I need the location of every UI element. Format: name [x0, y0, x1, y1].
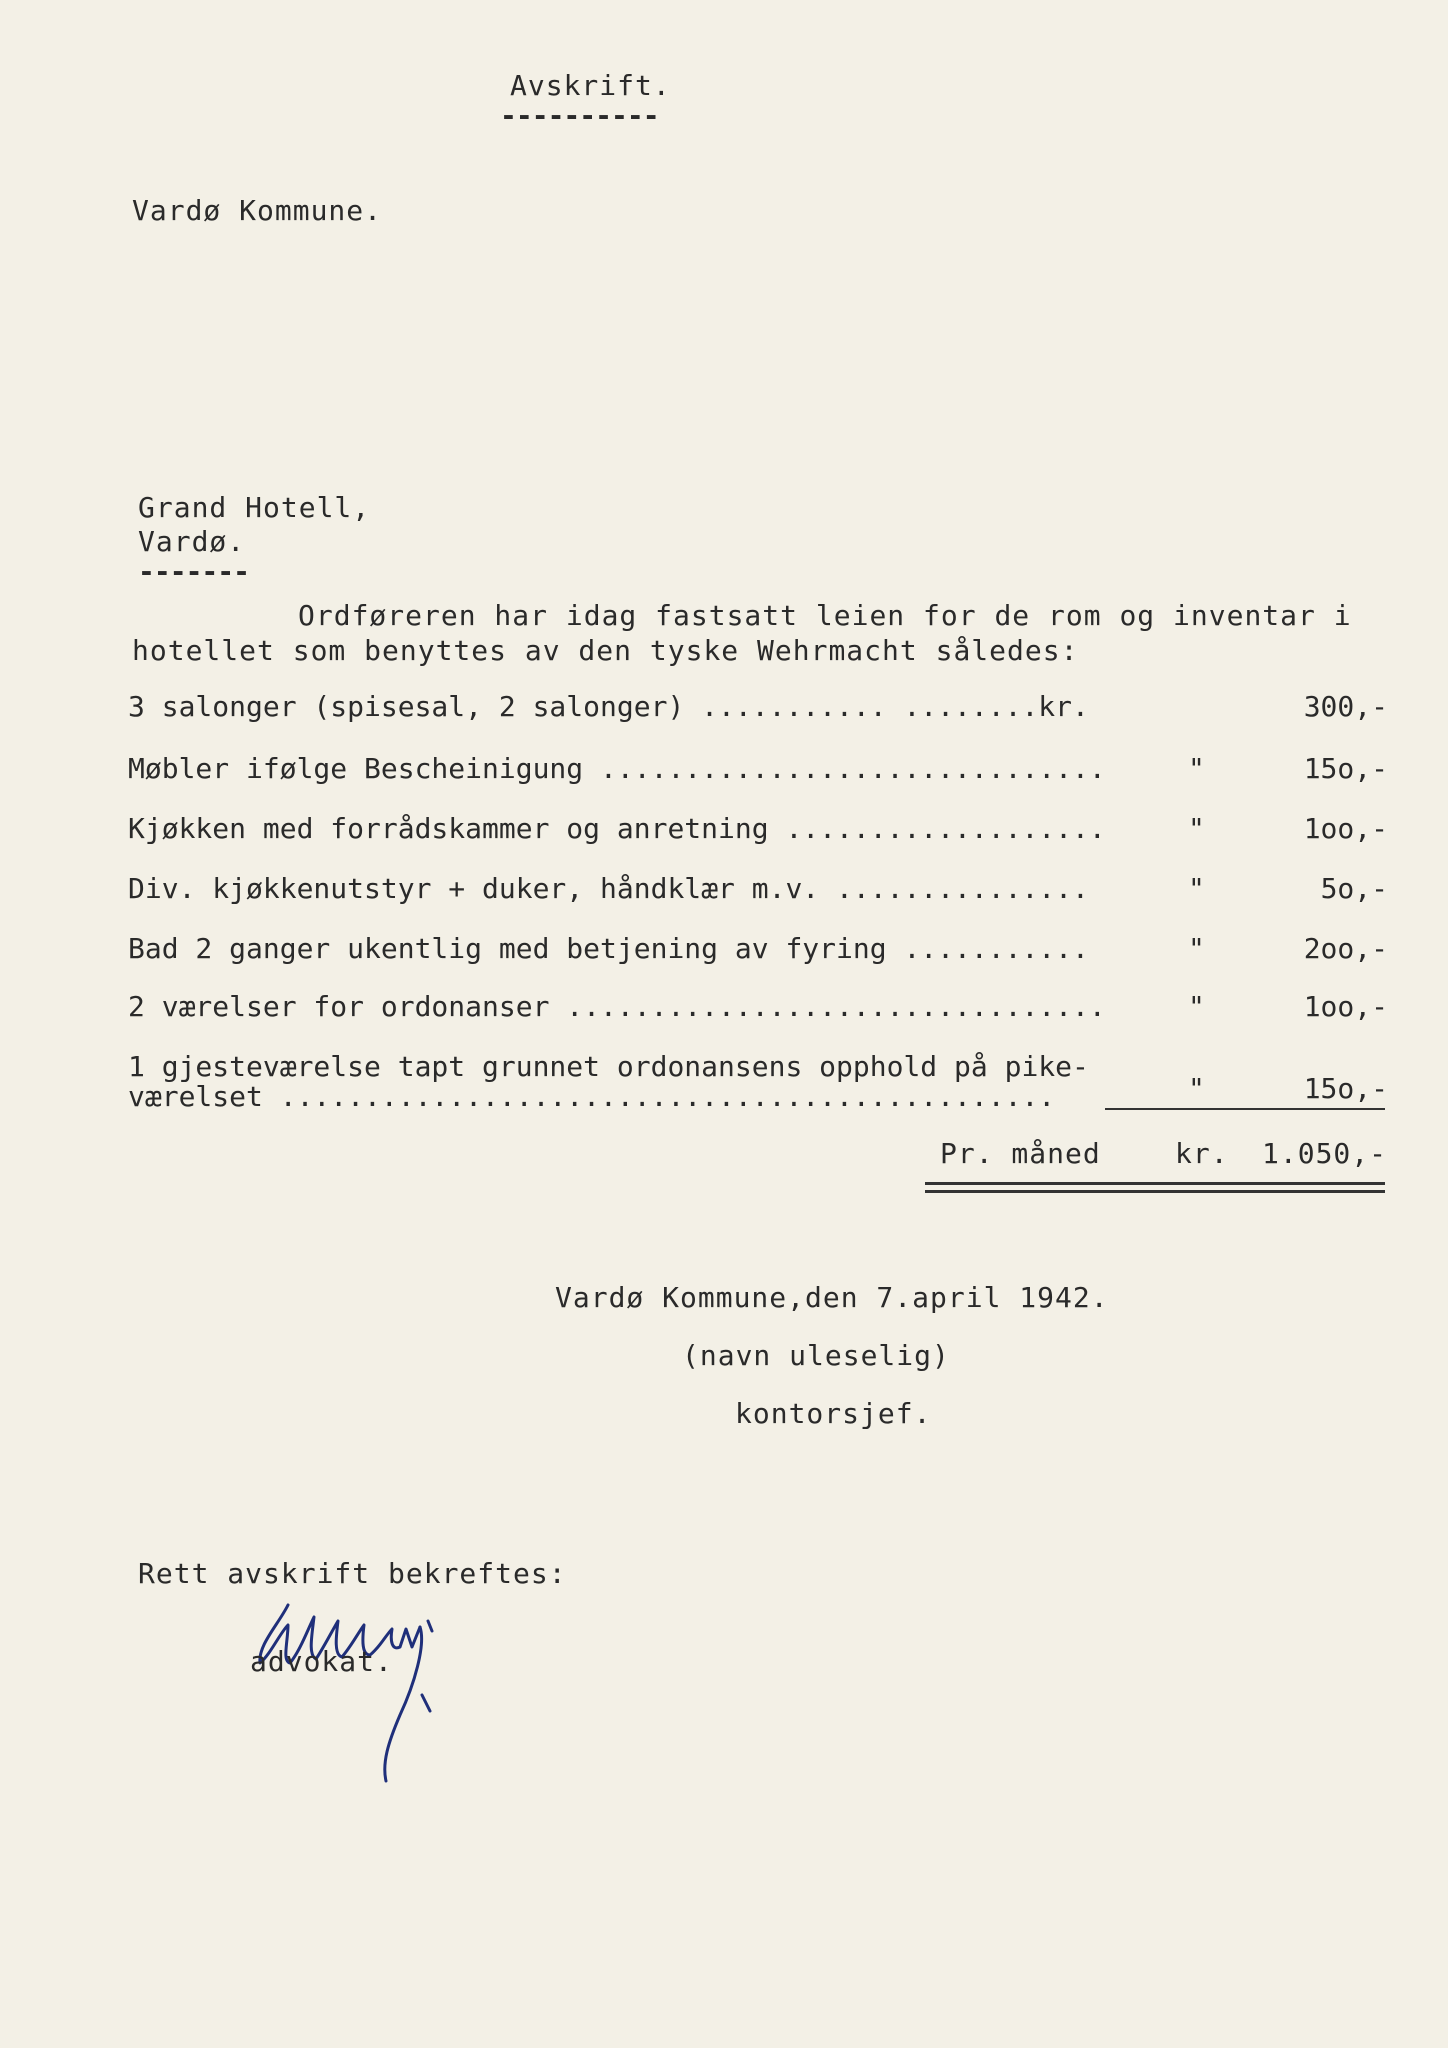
- rent-item: [128, 872, 1388, 908]
- rent-item: [128, 690, 1388, 726]
- item-amount: 2oo,-: [1303, 932, 1388, 965]
- item-amount: 300,-: [1303, 690, 1388, 723]
- intro-line1: Ordføreren har idag fastsatt leien for de rom og inventar i: [298, 599, 1352, 632]
- item-amount: 1oo,-: [1303, 812, 1388, 845]
- rent-item: [128, 932, 1388, 968]
- signature-stroke: [260, 1605, 432, 1781]
- item-qualifier: ": [1188, 872, 1205, 905]
- rent-item: [128, 752, 1388, 788]
- item-label: Bad 2 ganger ukentlig med betjening av fyring ...........: [128, 932, 1089, 965]
- item-qualifier: ": [1188, 812, 1205, 845]
- document-heading: Avskrift.: [510, 69, 671, 102]
- item-label: Kjøkken med forrådskammer og anretning ...................: [128, 812, 1106, 845]
- item-label: 2 værelser for ordonanser ................................: [128, 990, 1106, 1023]
- item-amount: 5o,-: [1320, 872, 1388, 905]
- rent-item: [128, 990, 1388, 1026]
- recipient-line2: Vardø.: [138, 525, 246, 558]
- name-note: (navn uleselig): [682, 1339, 950, 1372]
- item-amount: 15o,-: [1303, 1072, 1388, 1105]
- total-double-rule-bottom: [925, 1190, 1385, 1193]
- intro-line2: hotellet som benyttes av den tyske Wehrmacht således:: [132, 634, 1079, 667]
- recipient-line1: Grand Hotell,: [138, 491, 371, 524]
- item-qualifier: ": [1188, 752, 1205, 785]
- signer-title: advokat.: [250, 1645, 393, 1678]
- place-date: Vardø Kommune,den 7.april 1942.: [555, 1281, 1109, 1314]
- item-label: Div. kjøkkenutstyr + duker, håndklær m.v. ...............: [128, 872, 1089, 905]
- sum-rule: [1105, 1108, 1385, 1110]
- item-qualifier: ": [1188, 932, 1205, 965]
- total-double-rule-top: [925, 1182, 1385, 1185]
- item-label: 3 salonger (spisesal, 2 salonger) ........... ........kr.: [128, 690, 1089, 723]
- item-amount: 15o,-: [1303, 752, 1388, 785]
- handwritten-signature: [250, 1585, 470, 1805]
- heading-underline: ----------: [500, 99, 659, 132]
- total-amount: 1.050,-: [1262, 1137, 1388, 1170]
- certification-line: Rett avskrift bekreftes:: [138, 1557, 567, 1590]
- official-title: kontorsjef.: [735, 1397, 932, 1430]
- rent-item-last: [128, 1050, 1388, 1114]
- sender: Vardø Kommune.: [132, 194, 383, 227]
- total-label: Pr. måned: [940, 1137, 1101, 1170]
- total-currency: kr.: [1175, 1137, 1229, 1170]
- item-label-line1: 1 gjesteværelse tapt grunnet ordonansens opphold på pike-: [128, 1050, 1089, 1083]
- item-label-line2: værelset ..............................................: [128, 1080, 1056, 1113]
- rent-item: [128, 812, 1388, 848]
- item-qualifier: ": [1188, 1072, 1205, 1105]
- item-label: Møbler ifølge Bescheinigung ..............................: [128, 752, 1106, 785]
- item-qualifier: ": [1188, 990, 1205, 1023]
- recipient-underline: -------: [138, 555, 250, 588]
- item-amount: 1oo,-: [1303, 990, 1388, 1023]
